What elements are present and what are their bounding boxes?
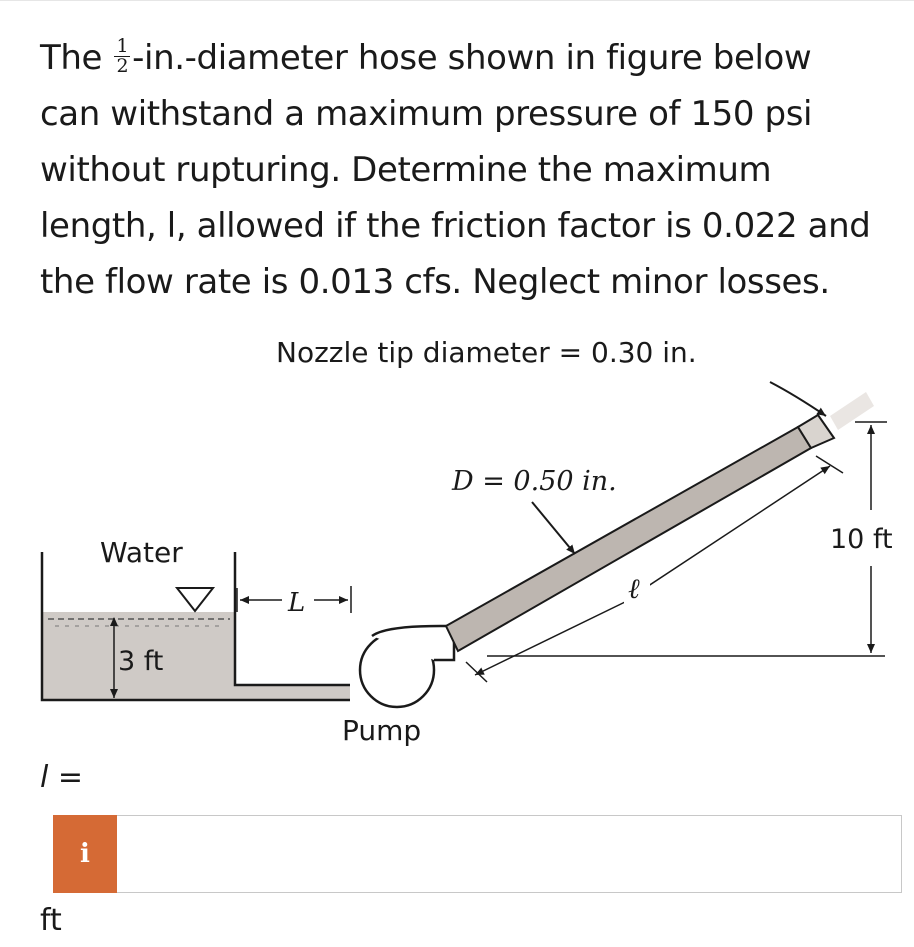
nozzle-leader-line <box>770 382 826 416</box>
water-label: Water <box>100 536 183 569</box>
hose-pump-figure <box>0 330 914 760</box>
answer-unit: ft <box>40 903 62 938</box>
answer-variable: l <box>40 760 49 795</box>
water-jet-spray <box>830 392 874 430</box>
length-extension-bottom <box>466 662 487 682</box>
answer-input[interactable] <box>117 815 902 893</box>
problem-line-2: can withstand a maximum pressure of 150 psi <box>40 94 813 134</box>
diameter-leader-line <box>532 502 575 554</box>
nozzle-label: Nozzle tip diameter = 0.30 in. <box>276 336 697 369</box>
fraction-denominator: 2 <box>116 55 129 77</box>
answer-variable-label <box>40 760 83 795</box>
problem-line-3: without rupturing. Determine the maximum <box>40 150 772 190</box>
fraction-one-half <box>114 37 130 76</box>
top-divider <box>0 0 914 1</box>
info-icon: i <box>80 839 90 869</box>
diameter-label: D = 0.50 in. <box>452 466 617 497</box>
pump-label: Pump <box>342 714 422 747</box>
answer-equals: = <box>57 760 84 795</box>
fraction-numerator: 1 <box>116 35 129 57</box>
hose <box>446 427 811 651</box>
info-icon-button[interactable] <box>53 815 117 893</box>
height-label: 10 ft <box>830 524 893 555</box>
length-extension-top <box>816 456 843 473</box>
problem-line-1 <box>40 30 902 86</box>
tank-water <box>42 612 350 700</box>
problem-line-5: the flow rate is 0.013 cfs. Neglect minor losses. <box>40 262 830 302</box>
problem-line-4: length, l, allowed if the friction factor is 0.022 and <box>40 206 871 246</box>
length-label: ℓ <box>628 572 640 605</box>
water-level-triangle-icon <box>177 588 213 611</box>
problem-line-1-prefix: The <box>40 38 103 78</box>
depth-label: 3 ft <box>118 646 164 677</box>
problem-statement <box>40 30 902 310</box>
L-label: L <box>288 588 306 618</box>
problem-line-1-suffix: -in.-diameter hose shown in figure below <box>132 38 812 78</box>
